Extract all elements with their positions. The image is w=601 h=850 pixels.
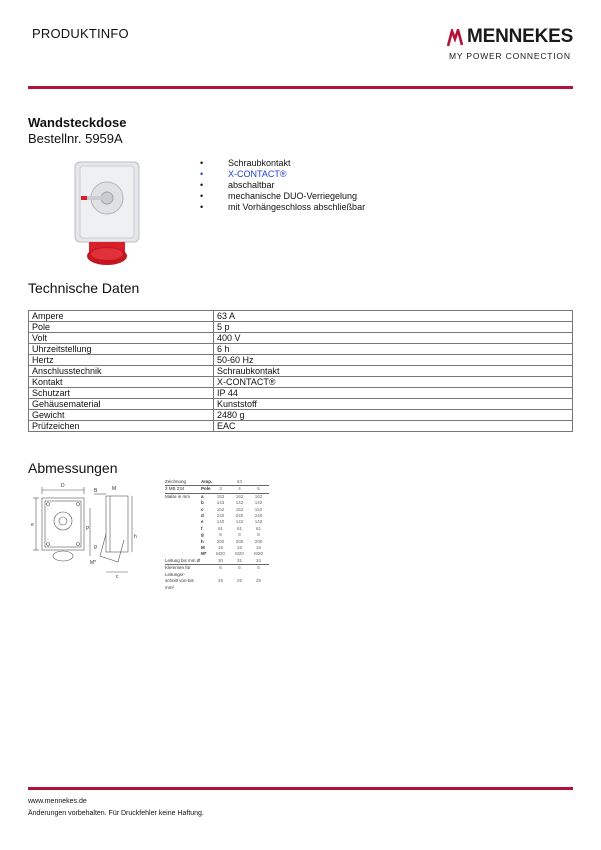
dim-cell: 31 [236, 557, 242, 563]
table-row [29, 410, 573, 421]
feature-item: • Schraubkontakt [200, 158, 365, 169]
drawing-label: M* [90, 560, 97, 566]
dim-cell: 140 [216, 519, 225, 525]
dim-cell [211, 479, 230, 485]
table-row [165, 479, 269, 486]
dim-cell: 61 [217, 525, 223, 531]
dim-cell: 240 [254, 513, 263, 519]
dim-cell: 25 [255, 578, 261, 584]
table-row [29, 388, 573, 399]
table-row [29, 377, 573, 388]
feature-item: • mit Vorhängeschloss abschließbar [200, 202, 365, 213]
dim-cell: 240 [216, 513, 225, 519]
dim-cell: M* [201, 551, 207, 557]
dim-cell: 200 [254, 538, 263, 544]
spec-key: Schutzart [29, 388, 214, 399]
feature-item: • mechanische DUO-Verriegelung [200, 191, 365, 202]
spec-key: Kontakt [29, 377, 214, 388]
dim-cell: M20 [235, 551, 244, 557]
dim-cell: 4 [238, 486, 241, 492]
dim-cell: f [201, 525, 203, 531]
table-row [165, 578, 269, 591]
drawing-label: M [112, 486, 117, 492]
dim-cell: d [201, 513, 204, 519]
dim-cell: b [201, 500, 204, 506]
table-row [29, 421, 573, 432]
spec-value: 2480 g [214, 410, 573, 421]
dim-cell: 162 [254, 493, 263, 499]
dimensions-heading: Abmessungen [28, 460, 118, 476]
dim-cell: M [201, 545, 205, 551]
dim-cell: M20 [216, 551, 225, 557]
spec-value: Schraubkontakt [214, 366, 573, 377]
dim-cell: e [201, 519, 204, 525]
table-row [29, 366, 573, 377]
dim-cell: 142 [254, 500, 263, 506]
dim-cell: 5 [238, 565, 241, 571]
spec-value: 6 h [214, 344, 573, 355]
dimension-drawing [28, 478, 168, 582]
dim-cell: 16 [236, 545, 242, 551]
dimensions-table [165, 479, 269, 591]
dim-cell: 61 [236, 525, 242, 531]
spec-key: Gewicht [29, 410, 214, 421]
drawing-label: B [94, 488, 98, 494]
dim-cell: 8 [257, 532, 260, 538]
dim-cell: 152 [216, 506, 225, 512]
product-title: Wandsteckdose [28, 115, 127, 130]
dim-cell: 34 [255, 557, 261, 563]
spec-key: Volt [29, 333, 214, 344]
dim-cell: 142 [254, 519, 263, 525]
table-row [29, 333, 573, 344]
dim-cell: 63 [236, 479, 242, 484]
table-row [165, 558, 269, 565]
dim-cell: 3 MB 234 [165, 486, 185, 492]
dim-cell [201, 565, 211, 578]
drawing-label: P [86, 526, 90, 532]
dim-cell: 200 [216, 538, 225, 544]
spec-key: Gehäusematerial [29, 399, 214, 410]
dim-cell: 3 [219, 486, 222, 492]
spec-key: Ampere [29, 311, 214, 322]
dim-cell: 16 [255, 545, 261, 551]
table-row [165, 565, 269, 578]
feature-list [200, 158, 365, 213]
dim-cell: 5 [257, 486, 260, 492]
dim-cell: 152 [235, 506, 244, 512]
table-row [29, 322, 573, 333]
brand-mark-icon [447, 29, 463, 47]
product-image [63, 160, 145, 268]
spec-table [28, 310, 573, 432]
feature-item-link[interactable]: • X-CONTACT® [200, 169, 365, 180]
dim-cell: 25 [217, 578, 223, 584]
dim-cell: 30 [217, 557, 223, 563]
dim-cell: g [201, 532, 204, 538]
dim-cell: M20 [254, 551, 263, 557]
drawing-label: h [134, 534, 137, 540]
table-row [29, 399, 573, 410]
dim-cell: h [201, 538, 204, 544]
dim-cell: a [201, 493, 204, 499]
brand-name: MENNEKES [467, 26, 574, 47]
table-row [29, 344, 573, 355]
spec-value: 5 p [214, 322, 573, 333]
dim-cell: 6 [219, 565, 222, 571]
dim-cell: 142 [235, 519, 244, 525]
dim-cell: 8 [219, 532, 222, 538]
drawing-label: e [31, 522, 34, 528]
dim-cell [249, 479, 268, 485]
dim-cell: Zeichnung [165, 479, 187, 484]
header-divider [28, 86, 573, 89]
spec-value: 63 A [214, 311, 573, 322]
dim-cell: 200 [235, 538, 244, 544]
footer-url-link[interactable]: www.mennekes.de [28, 798, 87, 805]
dim-cell: Amp. [201, 479, 213, 484]
dim-cell: 142 [235, 500, 244, 506]
drawing-label: c [116, 574, 119, 580]
spec-value: 50-60 Hz [214, 355, 573, 366]
dim-cell: 152 [254, 506, 263, 512]
dim-cell: Klemmen für Leitungsr- [165, 565, 191, 577]
dim-cell: 8 [238, 532, 241, 538]
spec-key: Hertz [29, 355, 214, 366]
dim-cell: Pole [201, 486, 211, 492]
dim-cell: 16 [217, 545, 223, 551]
spec-key: Uhrzeitstellung [29, 344, 214, 355]
spec-value: 400 V [214, 333, 573, 344]
dim-cell: Leitung bis mm Ø [165, 557, 201, 563]
spec-value: Kunststoff [214, 399, 573, 410]
brand-logo [447, 26, 577, 66]
spec-value: X-CONTACT® [214, 377, 573, 388]
drawing-label: g [94, 544, 97, 550]
table-row [29, 355, 573, 366]
dim-cell: 25 [236, 578, 242, 584]
dim-cell: 5 [257, 565, 260, 571]
spec-key: Prüfzeichen [29, 421, 214, 432]
table-row [165, 486, 269, 493]
dim-cell: 153 [216, 493, 225, 499]
dim-cell: Maße in mm [165, 493, 191, 499]
dim-cell: 61 [255, 525, 261, 531]
spec-key: Pole [29, 322, 214, 333]
dim-cell: 143 [216, 500, 225, 506]
footer-divider [28, 787, 573, 790]
table-row [29, 311, 573, 322]
dim-cell: schnitt von-bis mm² [165, 578, 194, 590]
feature-item: • abschaltbar [200, 180, 365, 191]
dim-cell: 240 [235, 513, 244, 519]
spec-key: Anschlusstechnik [29, 366, 214, 377]
drawing-label: D [61, 483, 65, 489]
dim-cell: 162 [235, 493, 244, 499]
dim-cell [201, 578, 211, 591]
dim-cell: c [201, 506, 204, 512]
spec-value: IP 44 [214, 388, 573, 399]
dim-cell [201, 558, 211, 564]
spec-value: EAC [214, 421, 573, 432]
brand-tagline: MY POWER CONNECTION [449, 51, 571, 61]
technical-heading: Technische Daten [28, 280, 140, 296]
header-title: PRODUKTINFO [32, 26, 129, 41]
footer-note: Änderungen vorbehalten. Für Druckfehler keine Haftung. [28, 810, 204, 817]
product-order-number: Bestellnr. 5959A [28, 131, 123, 146]
